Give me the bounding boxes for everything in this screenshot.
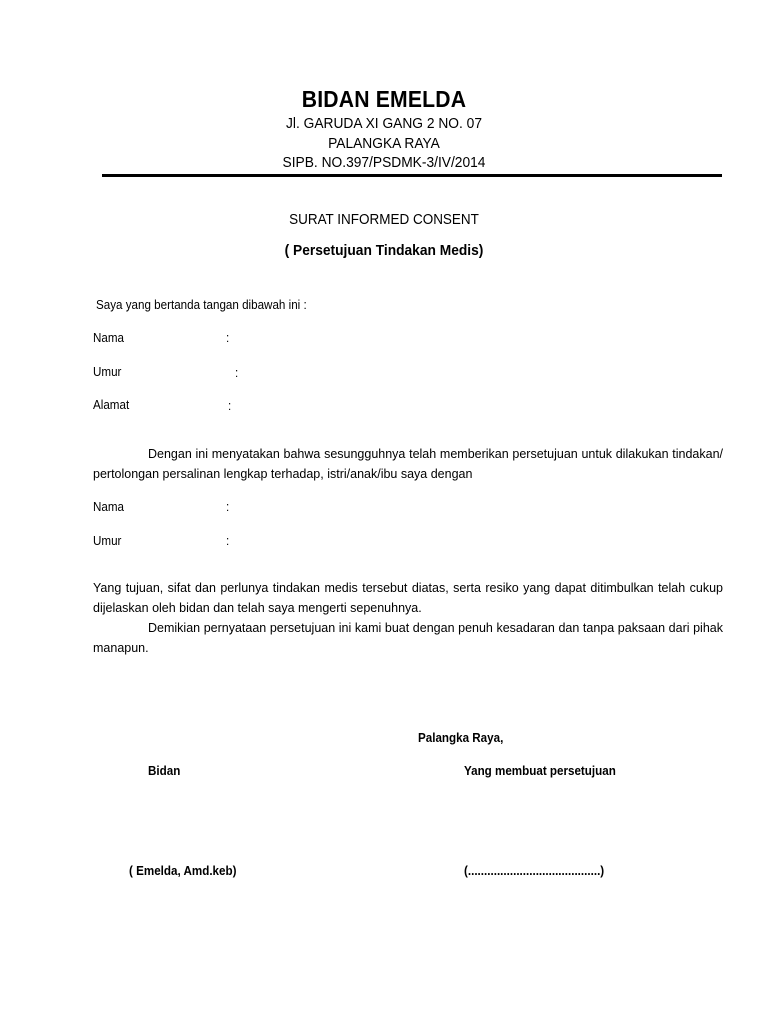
left-signer-role: Bidan: [148, 764, 181, 778]
signer-address-colon: :: [228, 399, 232, 413]
signer-age-label: Umur: [93, 365, 122, 379]
left-signer-name: ( Emelda, Amd.keb): [129, 864, 237, 878]
org-name: BIDAN EMELDA: [301, 86, 467, 112]
patient-age-colon: :: [226, 534, 230, 548]
license-number: SIPB. NO.397/PSDMK-3/IV/2014: [282, 155, 486, 171]
patient-name-colon: :: [226, 500, 230, 514]
document-title: SURAT INFORMED CONSENT: [289, 212, 479, 228]
signature-place: Palangka Raya,: [418, 731, 504, 745]
document-subtitle: ( Persetujuan Tindakan Medis): [284, 243, 484, 259]
statement-text: Dengan ini menyatakan bahwa sesungguhnya telah memberikan persetujuan untuk dilakukan tindakan/ pertolongan persalinan lengkap terhadap, istri/anak/ibu saya dengan: [93, 447, 723, 481]
header-divider: [102, 174, 722, 177]
patient-name-label: Nama: [93, 500, 125, 514]
address-line-2: PALANGKA RAYA: [328, 136, 440, 152]
address-line-1: Jl. GARUDA XI GANG 2 NO. 07: [286, 116, 482, 132]
statement-paragraph: [93, 444, 723, 484]
intro-text: Saya yang bertanda tangan dibawah ini :: [96, 298, 307, 312]
signer-name-colon: :: [226, 331, 230, 345]
right-signer-role: Yang membuat persetujuan: [464, 764, 616, 778]
explanation-text: Yang tujuan, sifat dan perlunya tindakan medis tersebut diatas, serta resiko yang dapat ditimbulkan telah cukup dijelaskan oleh bidan dan telah saya mengerti sepenuhnya.: [93, 581, 723, 615]
patient-age-label: Umur: [93, 534, 122, 548]
explanation-paragraph: [93, 578, 723, 658]
signer-address-label: Alamat: [93, 398, 130, 412]
right-signer-name: (.........................................): [464, 864, 605, 878]
closing-text: Demikian pernyataan persetujuan ini kami buat dengan penuh kesadaran dan tanpa paksaan dari pihak manapun.: [93, 621, 723, 655]
signer-name-label: Nama: [93, 331, 125, 345]
signer-age-colon: :: [235, 366, 239, 380]
